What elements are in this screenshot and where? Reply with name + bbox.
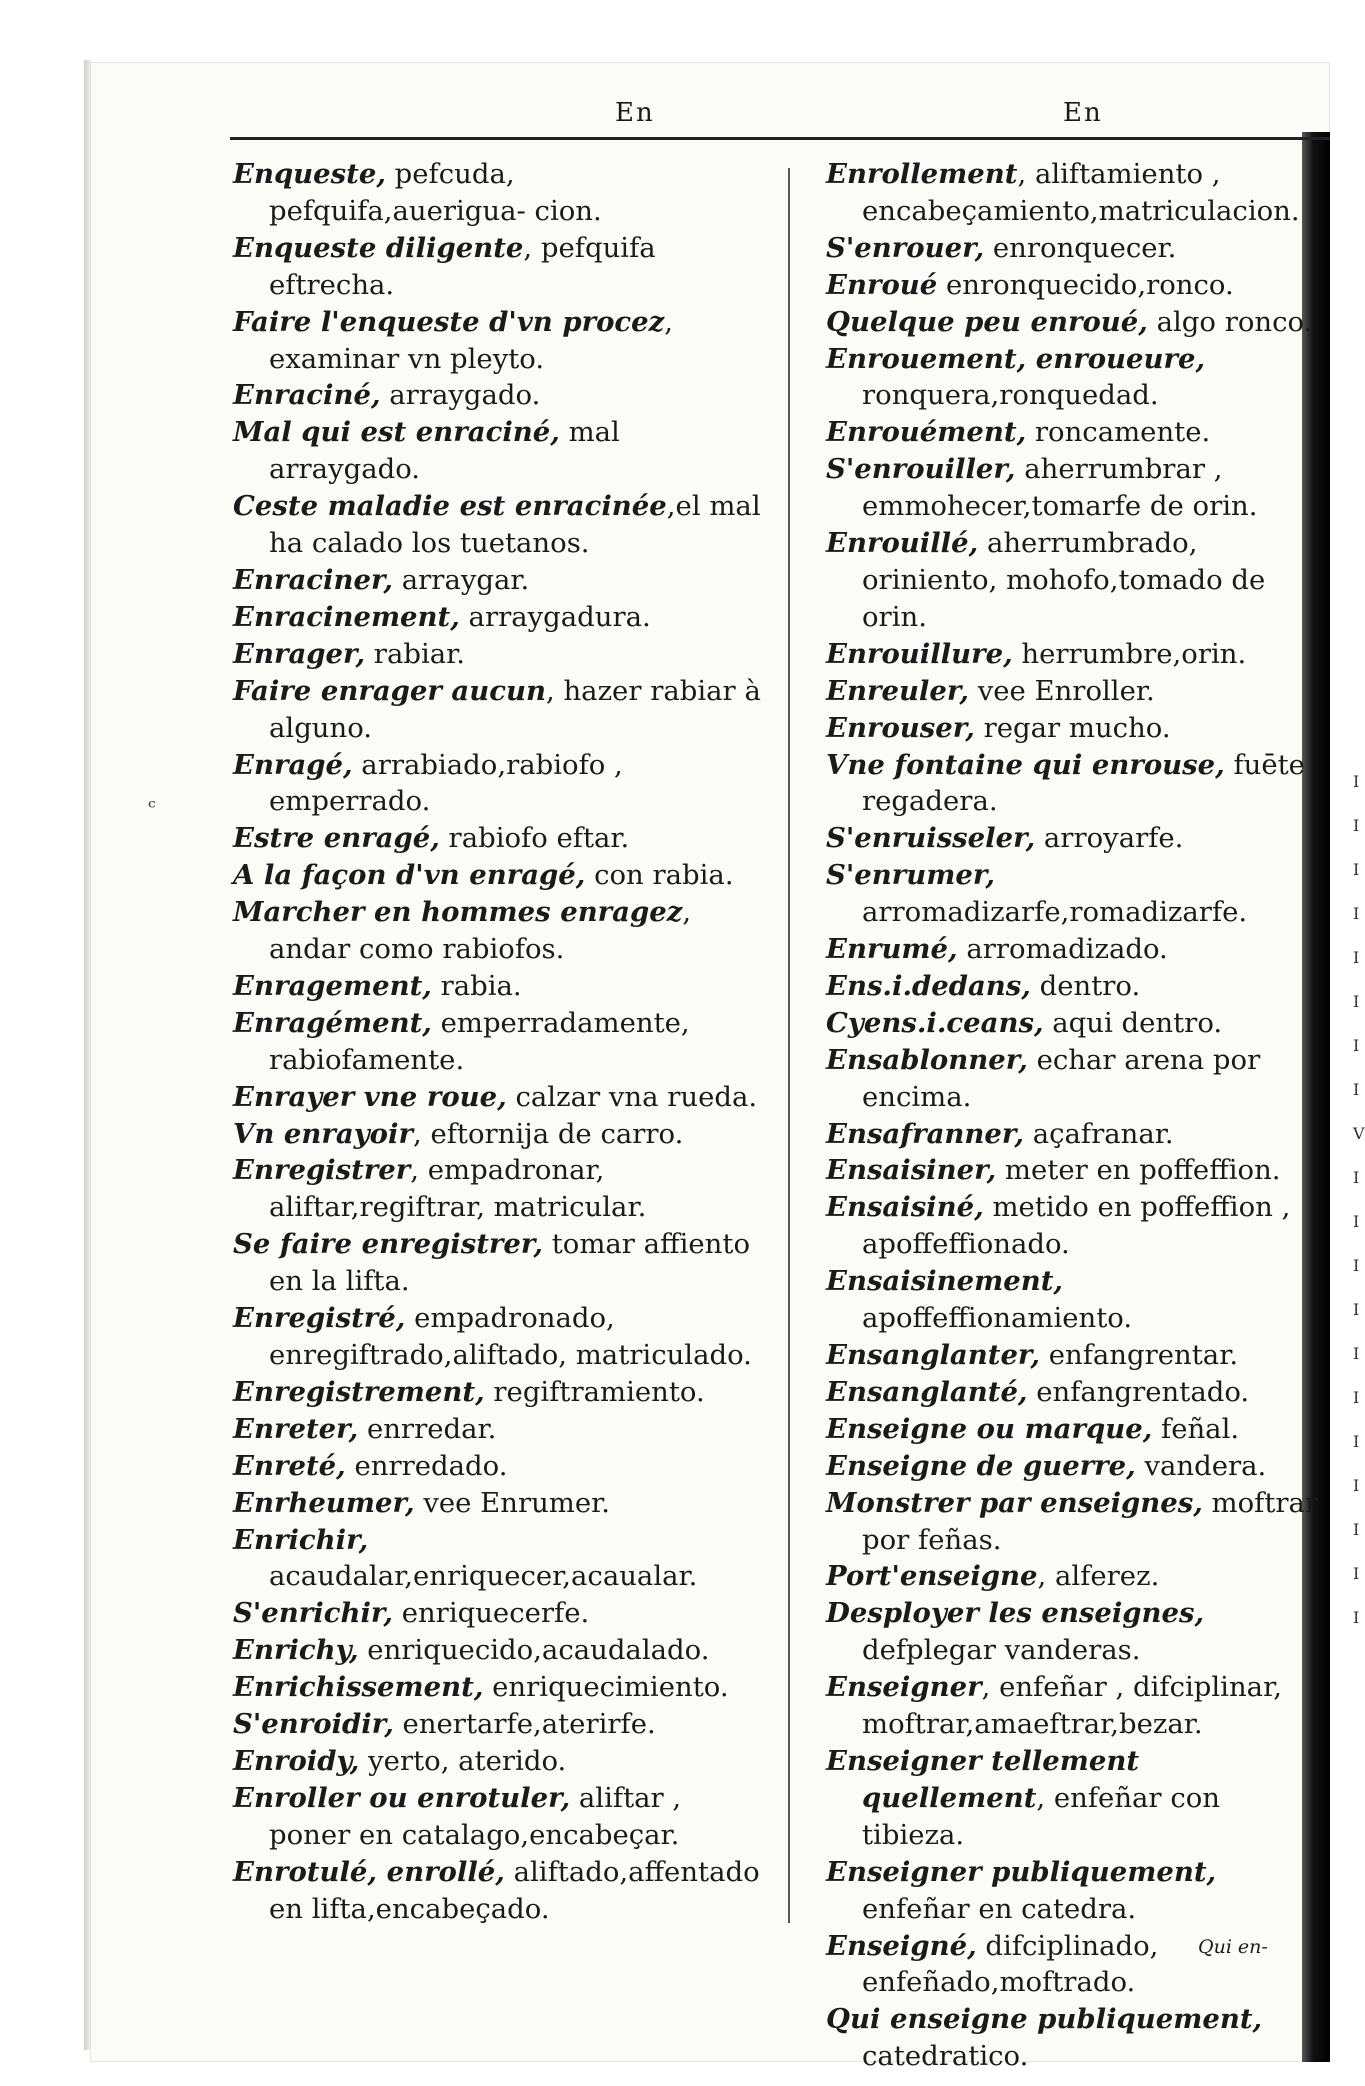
dictionary-entry [826, 156, 1326, 230]
entry-definition: rabiofo eftar. [439, 822, 630, 855]
entry-definition: , empadronar, aliftar,regiftrar, matricular. [269, 1154, 647, 1224]
entry-definition: calzar vna rueda. [506, 1080, 758, 1113]
margin-letter: I [1353, 1080, 1360, 1099]
entry-headword: Enrichir, [233, 1523, 369, 1556]
entry-definition: , pefquifa eftrecha. [269, 231, 656, 301]
entry-definition: metido en poffeffion , apoffeffionado. [862, 1191, 1291, 1261]
entry-definition: enrredar. [358, 1412, 497, 1445]
dictionary-entry [826, 1743, 1326, 1854]
entry-headword: Enseigner [826, 1671, 982, 1704]
entry-headword: Enseigner publiquement, [826, 1855, 1217, 1888]
entry-definition: , alferez. [1037, 1560, 1160, 1593]
dictionary-entry [826, 747, 1326, 821]
dictionary-entry [826, 1558, 1326, 1595]
dictionary-entry [233, 820, 768, 857]
entry-headword: S'enrouiller, [826, 453, 1016, 486]
dictionary-entry [233, 599, 768, 636]
dictionary-entry [826, 230, 1326, 267]
dictionary-entry [233, 968, 768, 1005]
running-header-right: En [1063, 98, 1103, 128]
entry-definition: vee Enroller. [968, 674, 1155, 707]
dictionary-entry [233, 857, 768, 894]
entry-definition: regar mucho. [974, 711, 1171, 744]
entry-definition: regiftramiento. [484, 1375, 705, 1408]
entry-definition: tomar affiento en la lifta. [269, 1228, 750, 1298]
dictionary-entry [826, 1448, 1326, 1485]
dictionary-entry [233, 1632, 768, 1669]
dictionary-entry [826, 341, 1326, 415]
entry-headword: Enroué [826, 268, 938, 301]
entry-headword: Enreté, [233, 1449, 346, 1482]
entry-headword: Enraciner, [233, 563, 394, 596]
dictionary-entry [233, 1152, 768, 1226]
entry-definition: , enfeñar con tibieza. [862, 1781, 1220, 1851]
entry-headword: Marcher en hommes enragez [233, 896, 683, 929]
entry-definition: pefcuda, pefquifa,auerigua- cion. [269, 158, 602, 227]
left-column [233, 156, 768, 1928]
dictionary-entry [233, 488, 768, 562]
entry-headword: Enregistré, [233, 1302, 406, 1335]
dictionary-entry [826, 1005, 1326, 1042]
dictionary-entry [233, 1743, 768, 1780]
entry-headword: Ensaisinement, [826, 1265, 1063, 1298]
entry-headword: Ensanglanté, [826, 1375, 1028, 1408]
entry-definition: enfangrentado. [1027, 1375, 1250, 1408]
entry-headword: Enreuler, [826, 674, 969, 707]
dictionary-entry [233, 1669, 768, 1706]
entry-headword: Ceste maladie est enracinée [233, 490, 667, 523]
dictionary-entry [826, 710, 1326, 747]
dictionary-entry [826, 451, 1326, 525]
entry-headword: Enrheumer, [233, 1486, 415, 1519]
dictionary-entry [233, 1485, 768, 1522]
entry-definition: apoffeffionamiento. [862, 1302, 1133, 1335]
entry-headword: Enrichissement, [233, 1671, 484, 1704]
dictionary-entry [826, 1854, 1326, 1928]
dictionary-entry [233, 673, 768, 747]
entry-headword: Quelque peu enroué, [826, 305, 1148, 338]
entry-headword: Ensablonner, [826, 1043, 1028, 1076]
entry-headword: Enragément, [233, 1006, 432, 1039]
dictionary-entry [233, 1226, 768, 1300]
entry-definition: moftrar por feñas. [862, 1486, 1319, 1556]
entry-headword: Enseigner tellement quellement [826, 1744, 1140, 1814]
entry-definition: con rabia. [585, 859, 734, 892]
dictionary-entry [233, 1854, 768, 1928]
margin-letter: I [1353, 1168, 1360, 1187]
entry-definition: difciplinado, enfeñado,moftrado. [862, 1929, 1159, 1999]
dictionary-entry [233, 1522, 768, 1596]
margin-letter: I [1353, 1036, 1360, 1055]
dictionary-entry [826, 1669, 1326, 1743]
entry-headword: Enragement, [233, 969, 432, 1002]
entry-headword: Mal qui est enraciné, [233, 416, 560, 449]
dictionary-entry [826, 931, 1326, 968]
dictionary-entry [826, 1263, 1326, 1337]
dictionary-entry [233, 1595, 768, 1632]
entry-definition: , aliftamiento , encabeçamiento,matriculacion. [862, 158, 1300, 227]
dictionary-entry [233, 230, 768, 304]
entry-headword: Enrouement, enroueure, [826, 342, 1206, 375]
margin-letter: I [1353, 992, 1360, 1011]
dictionary-entry [826, 304, 1326, 341]
entry-headword: Enrumé, [826, 933, 958, 966]
entry-definition: ,el mal ha calado los tuetanos. [269, 490, 761, 560]
entry-definition: rabia. [431, 969, 522, 1002]
entry-definition: aherrumbrado, oriniento, mohofo,tomado de orin. [862, 527, 1266, 633]
entry-headword: Enseigné, [826, 1929, 977, 1962]
entry-headword: Vne fontaine qui enrouse, [826, 748, 1225, 781]
entry-definition: acaudalar,enriquecer,acaualar. [269, 1560, 698, 1593]
stray-mark: ᶜ [148, 796, 156, 821]
entry-definition: arrabiado,rabiofo , emperrado. [269, 748, 623, 818]
entry-definition: , enfeñar , difciplinar, moftrar,amaeftrar,bezar. [862, 1671, 1282, 1741]
entry-definition: algo ronco. [1147, 305, 1313, 338]
dictionary-entry [826, 636, 1326, 673]
entry-definition: arraygado. [380, 379, 541, 412]
dictionary-entry [233, 1706, 768, 1743]
entry-definition: herrumbre,orin. [1012, 637, 1247, 670]
entry-headword: Enrayer vne roue, [233, 1080, 507, 1113]
entry-headword: Ensaisiné, [826, 1191, 984, 1224]
margin-letter: I [1353, 1212, 1360, 1231]
dictionary-entry [826, 267, 1326, 304]
margin-letter: I [1353, 1520, 1360, 1539]
dictionary-entry [233, 747, 768, 821]
right-column [826, 156, 1326, 2075]
catchword: Qui en- [1198, 1936, 1268, 1958]
entry-headword: Enroller ou enrotuler, [233, 1781, 571, 1814]
margin-letter: V [1353, 1124, 1365, 1143]
entry-definition: enronquecido,ronco. [937, 268, 1234, 301]
entry-definition: arromadizarfe,romadizarfe. [862, 896, 1248, 929]
entry-definition: enrredado. [345, 1449, 508, 1482]
dictionary-entry [233, 1005, 768, 1079]
dictionary-entry [826, 968, 1326, 1005]
entry-definition: enriquecimiento. [483, 1671, 729, 1704]
dictionary-entry [233, 1411, 768, 1448]
entry-definition: enriquecido,acaudalado. [358, 1634, 710, 1667]
entry-headword: S'enrichir, [233, 1597, 393, 1630]
entry-headword: Cyens.i.ceans, [826, 1006, 1044, 1039]
entry-definition: vandera. [1135, 1449, 1267, 1482]
entry-definition: fuēte regadera. [862, 748, 1305, 818]
dictionary-entry [233, 562, 768, 599]
entry-headword: Enrouillé, [826, 527, 979, 560]
dictionary-entry [233, 1448, 768, 1485]
dictionary-entry [233, 377, 768, 414]
margin-letter: I [1353, 1608, 1360, 1627]
dictionary-entry [826, 525, 1326, 636]
entry-headword: S'enrumer, [826, 859, 995, 892]
dictionary-entry [826, 857, 1326, 931]
dictionary-entry [233, 1116, 768, 1153]
entry-headword: Se faire enregistrer, [233, 1228, 543, 1261]
entry-headword: Enregistrement, [233, 1375, 485, 1408]
entry-headword: Faire enrager aucun [233, 674, 546, 707]
margin-letter: I [1353, 1476, 1360, 1495]
entry-definition: enriquecerfe. [392, 1597, 590, 1630]
margin-letter: I [1353, 948, 1360, 967]
entry-headword: A la façon d'vn enragé, [233, 859, 586, 892]
entry-headword: S'enrouer, [826, 231, 985, 264]
dictionary-entry [826, 1152, 1326, 1189]
margin-letter: I [1353, 904, 1360, 923]
margin-letter: I [1353, 860, 1360, 879]
dictionary-entry [826, 1042, 1326, 1116]
margin-letter: I [1353, 1344, 1360, 1363]
entry-headword: Monstrer par enseignes, [826, 1486, 1203, 1519]
margin-letter: I [1353, 1300, 1360, 1319]
entry-definition: emperradamente, rabiofamente. [269, 1006, 690, 1076]
entry-definition: catedratico. [862, 2040, 1029, 2073]
entry-definition: aliftar , poner en catalago,encabeçar. [269, 1781, 682, 1851]
dictionary-entry [826, 1337, 1326, 1374]
entry-headword: Enrouément, [826, 416, 1027, 449]
entry-headword: Enracinement, [233, 600, 460, 633]
entry-definition: enfeñar en catedra. [862, 1892, 1137, 1925]
entry-definition: arraygadura. [459, 600, 651, 633]
dictionary-entry [826, 1374, 1326, 1411]
entry-headword: Enrichy, [233, 1634, 359, 1667]
entry-headword: Ensafranner, [826, 1117, 1024, 1150]
dictionary-entry [233, 156, 768, 230]
dictionary-entry [826, 1485, 1326, 1559]
entry-definition: echar arena por encima. [862, 1043, 1261, 1113]
entry-headword: S'enruisseler, [826, 822, 1036, 855]
entry-headword: Enrouillure, [826, 637, 1013, 670]
entry-definition: arroyarfe. [1035, 822, 1184, 855]
entry-definition: mal arraygado. [269, 416, 620, 486]
entry-headword: Enragé, [233, 748, 353, 781]
dictionary-entry [233, 894, 768, 968]
margin-letter: I [1353, 1256, 1360, 1275]
entry-headword: Enraciné, [233, 379, 381, 412]
dictionary-entry [233, 1374, 768, 1411]
dictionary-entry [826, 1595, 1326, 1669]
entry-definition: enertarfe,aterirfe. [393, 1708, 656, 1741]
dictionary-entry [826, 1411, 1326, 1448]
entry-definition: rabiar. [365, 637, 466, 670]
dictionary-entry [826, 2001, 1326, 2075]
entry-definition: , examinar vn pleyto. [269, 305, 674, 375]
entry-headword: Enseigne de guerre, [826, 1449, 1136, 1482]
margin-letter: I [1353, 1564, 1360, 1583]
running-header-left: En [615, 98, 655, 128]
dictionary-entry [233, 414, 768, 488]
entry-headword: Enrotulé, enrollé, [233, 1855, 505, 1888]
entry-headword: Enrouser, [826, 711, 975, 744]
dictionary-entry [233, 1780, 768, 1854]
entry-definition: arromadizado. [957, 933, 1168, 966]
entry-headword: Faire l'enqueste d'vn procez [233, 305, 665, 338]
entry-definition: feñal. [1152, 1412, 1240, 1445]
dictionary-entry [233, 304, 768, 378]
entry-definition: , eftornija de carro. [412, 1117, 684, 1150]
entry-headword: Enregistrer [233, 1154, 411, 1187]
entry-definition: enronquecer. [984, 231, 1177, 264]
entry-headword: Port'enseigne [826, 1560, 1038, 1593]
entry-headword: Enrager, [233, 637, 366, 670]
entry-headword: Enreter, [233, 1412, 359, 1445]
dictionary-entry [233, 636, 768, 673]
dictionary-entry [233, 1300, 768, 1374]
margin-letter: I [1353, 816, 1360, 835]
entry-definition: dentro. [1030, 969, 1141, 1002]
header-rule [230, 137, 1330, 140]
facing-page-margin-letters [1353, 760, 1365, 1640]
entry-headword: Estre enragé, [233, 822, 440, 855]
entry-headword: Ensanglanter, [826, 1339, 1040, 1371]
entry-headword: Ensaisiner, [826, 1154, 997, 1187]
entry-definition: , andar como rabiofos. [269, 896, 692, 966]
entry-definition: roncamente. [1026, 416, 1211, 449]
entry-headword: Qui enseigne publiquement, [826, 2003, 1263, 2036]
entry-definition: yerto, aterido. [359, 1744, 567, 1777]
dictionary-entry [826, 673, 1326, 710]
entry-headword: Desployer les enseignes, [826, 1597, 1205, 1630]
entry-definition: ronquera,ronquedad. [862, 379, 1159, 412]
margin-letter: I [1353, 1388, 1360, 1407]
margin-letter: I [1353, 772, 1360, 791]
entry-headword: Enrollement [826, 158, 1018, 190]
dictionary-entry [826, 1116, 1326, 1153]
dictionary-entry [826, 820, 1326, 857]
entry-headword: S'enroidir, [233, 1708, 394, 1741]
entry-definition: aliftado,affentado en lifta,encabeçado. [269, 1855, 760, 1925]
entry-headword: Enqueste diligente [233, 231, 524, 264]
entry-headword: Vn enrayoir [233, 1117, 413, 1150]
entry-definition: arraygar. [393, 563, 530, 596]
entry-definition: enfangrentar. [1040, 1339, 1239, 1371]
entry-definition: defplegar vanderas. [862, 1634, 1141, 1667]
entry-definition: aherrumbrar , emmohecer,tomarfe de orin. [862, 453, 1258, 523]
column-divider [788, 168, 790, 1923]
entry-definition: meter en poffeffion. [996, 1154, 1281, 1187]
entry-headword: Enroidy, [233, 1744, 360, 1777]
dictionary-entry [826, 1189, 1326, 1263]
entry-definition: empadronado, enregiftrado,aliftado, matriculado. [269, 1302, 752, 1371]
entry-definition: açafranar. [1023, 1117, 1174, 1150]
entry-headword: Enqueste, [233, 158, 386, 190]
dictionary-entry [233, 1079, 768, 1116]
entry-definition: aqui dentro. [1043, 1006, 1223, 1039]
entry-headword: Enseigne ou marque, [826, 1412, 1153, 1445]
dictionary-entry [826, 414, 1326, 451]
entry-definition: , hazer rabiar à alguno. [269, 674, 761, 744]
entry-headword: Ens.i.dedans, [826, 969, 1031, 1002]
entry-definition: vee Enrumer. [414, 1486, 611, 1519]
margin-letter: I [1353, 1432, 1360, 1451]
